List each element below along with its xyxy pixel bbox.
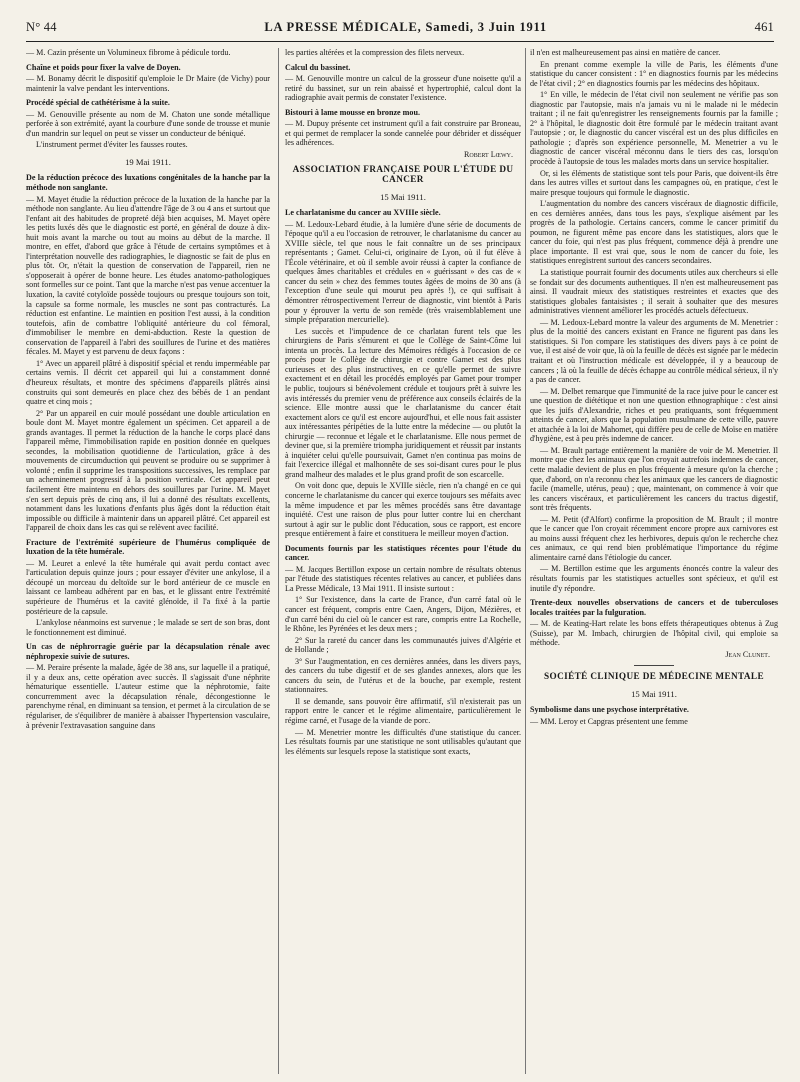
section-heading: Bistouri à lame mousse en bronze mou. (285, 107, 420, 117)
paragraph: — M. Petit (d'Alfort) confirme la proposition de M. Brault ; il montre que le cancer que l'on croyait récemment encore propre aux carnivores est au moins aussi fréquent chez les herbivores, depuis qu'on le recherche chez ces animaux, ce qui rend bien problématique l'importance du régime alimentaire carné dans l'étiologie du cancer. (530, 514, 778, 562)
section-heading: Un cas de néphrorragie guérie par la décapsulation rénale avec néphropexie suivie de sutures. (26, 642, 270, 661)
paragraph: 2° Sur la rareté du cancer dans les communautés juives d'Algérie et de Hollande ; (285, 635, 521, 655)
paragraph: 3° Sur l'augmentation, en ces dernières années, dans les divers pays, des cancers du tube digestif et de ses glandes annexes, alors que les cancers du sein, de l'utérus et de la bouche, par exemple, restent stationnaires. (285, 656, 521, 695)
paragraph: — M. Ledoux-Lebard montre la valeur des arguments de M. Menetrier : plus de la moitié des cancers existant en France ne figurent pas dans les statistiques. Si l'on compare les statistiques des divers pays à ce point de vue, il est aisé de voir que, là où la feuille de décès est signée par le médecin traitant et où l'instruction médicale est développée, il y a beaucoup de cancers ; là où la feuille de décès échappe au contrôle médical sérieux, il n'y a pas de cancer. (530, 317, 778, 385)
section-heading: Trente-deux nouvelles observations de cancers et de tuberculoses locales traitées par la fulguration. (530, 598, 778, 617)
paragraph: L'instrument permet d'éviter les fausses routes. (36, 140, 188, 150)
paragraph: Or, si les éléments de statistique sont tels pour Paris, que doivent-ils être dans les autres villes et surtout dans les campagnes où, en pratique, c'est le maire presque toujours qui formule le diagnostic. (530, 168, 778, 197)
issue-number: N° 44 (26, 20, 57, 34)
paragraph: — M. Bonamy décrit le dispositif qu'emploie le Dr Maire (de Vichy) pour maintenir la valve pendant les interventions. (26, 74, 270, 93)
column-divider-1 (278, 48, 279, 1074)
paragraph: — M. Dupuy présente cet instrument qu'il a fait construire par Broneau, et qui permet de remplacer la sonde cannelée pour débrider et disséquer les adhérences. (285, 119, 521, 148)
paragraph: — M. Bertillon estime que les arguments énoncés contre la valeur des résultats fournis par les statistiques actuelles sont spécieux, et qu'il est inutile d'y répondre. (530, 564, 778, 593)
paragraph: L'augmentation du nombre des cancers viscéraux de diagnostic difficile, en ces dernières années, dans tous les pays, s'explique aisément par les progrès de la pathologie. Certains cancers, comme le cancer primitif du poumon, ne figurent même pas encore dans les statistiques, alors que le cancer du foie, qui n'est pas plus fréquent, commence déjà à prendre une place importante. Il est vrai que, sous le nom de cancer du foie, les statistiques enregistrent surtout des cancers secondaires. (530, 199, 778, 266)
paragraph: — M. Ledoux-Lebard étudie, à la lumière d'une série de documents de l'époque qu'il a eu l'occasion de retrouver, le charlatanisme du cancer au XVIIIe siècle, tel que nous le fait connaître un de ses principaux représentants ; Gamet. Celui-ci, originaire de Lyon, où il fut élève à l'École vétérinaire, et où il semble avoir réussi à capter la confiance de quelques âmes charitables et crédules en « guérissant » des cas de « cancer du sein » chez des femmes toutes âgées de moins de 30 ans (à l'exception d'une seule qui mourut peu après !), ce qui suffisait à démontrer rétrospectivement l'erreur de diagnostic, vint bientôt à Paris pour y éprouver la vertu de son remède (très vraisemblablement une simple préparation mercurielle). (285, 219, 521, 325)
section-heading: Le charlatanisme du cancer au XVIIIe siècle. (285, 208, 441, 218)
separator-rule (634, 665, 674, 666)
paragraph: 1° Avec un appareil plâtré à dispositif spécial et rendu imperméable par certains vernis. Il décrit cet appareil qui lui a constamment donné d'heureux résultats, et montre des spécimens d'appareils plâtrés ainsi construits qui sont demeurés en place chez des bébés de 1 an pendant quatre et cinq mois ; (26, 358, 270, 407)
paragraph: L'ankylose néanmoins est survenue ; le malade se sert de son bras, dont le fonctionnement est diminué. (26, 618, 270, 637)
paragraph: — M. Leuret a enlevé la tête humérale qui avait perdu contact avec l'articulation depuis quinze jours ; pour essayer d'éviter une ankylose, il a découpé un morceau du deltoïde sur le bord antérieur de ce muscle en laissant ce lambeau adhérent par en bas, et le glissant entre l'extrémité supérieure de l'humérus et la cavité glénoïde, il l'a fixé à la partie postérieure de la capsule. (26, 558, 270, 616)
paragraph: — MM. Leroy et Capgras présentent une femme (530, 717, 688, 726)
paragraph: — M. Menetrier montre les difficultés d'une statistique du cancer. Les résultats fournis par une statistique ne sont utilisables qu'autant que les éléments sur lesquels repose la statistique sont exacts, (285, 727, 521, 756)
paragraph: Il se demande, sans pouvoir être affirmatif, s'il n'existerait pas un rapport entre le cancer et le régime alimentaire, particulièrement le régime carné, et l'usage de la viande de porc. (285, 696, 521, 725)
paragraph: En prenant comme exemple la ville de Paris, les éléments d'une statistique du cancer consistent : 1° en diagnostics fournis par les médecins de l'état civil ; 2° en diagnostics fournis par les médecins des hôpitaux. (530, 59, 778, 88)
section-heading: Symbolisme dans une psychose interprétative. (530, 705, 689, 715)
page-number: 461 (754, 20, 774, 34)
section-heading: Documents fournis par les statistiques récentes pour l'étude du cancer. (285, 543, 521, 563)
paragraph: — M. Cazin présente un Volumineux fibrome à pédicule tordu. (26, 48, 231, 57)
column-divider-2 (525, 48, 526, 1074)
session-date: 15 Mai 1911. (380, 191, 426, 202)
paragraph: 2° Par un appareil en cuir moulé possédant une double articulation en boule dont M. Mayet montre également un spécimen. Cet appareil a de grands avantages. Il permet la réduction de la hanche le corps placé dans l'appareil même, l'immobilisation rapide en position donnée en quelques secondes, la mobilisation quotidienne de l'articulation, grâce à des mouvements de circumduction qui peuvent se produire ou se supprimer à volonté ; enfin il supprime les transpositions successives, les remplace par un acheminement progressif à la position verticale. Cet appareil peut facilement être maintenu en dehors des souillures par l'urine. M. Mayet s'en sert depuis près de cinq ans, il lui a donné des résultats excellents, notamment dans les luxations d'enfants plus âgés dont la réduction était impossible ou difficile à maintenir dans un appareil plâtré. Cet appareil est l'appareil de choix dans les cas qui se relèvent avec facilité. (26, 408, 270, 533)
paragraph: 1° En ville, le médecin de l'état civil non seulement ne vérifie pas son diagnostic par l'autopsie, mais n'a jamais vu ni le malade ni le médecin traitant ; il ne fait qu'enregistrer les renseignements fournis par la famille ; 2° à l'hôpital, le diagnostic doit être formulé par le médecin traitant avant l'autopsie ; or, le diagnostic du cancer viscéral est un des plus difficiles en pathologie ; d'après son expérience personnelle, M. Menetrier a vu le diagnostic de cancer viscéral méconnu dans le tiers des cas, lorsqu'on procède à l'autopsie de tous les malades morts dans un service hospitalier. (530, 90, 778, 167)
paragraph: — M. Brault partage entièrement la manière de voir de M. Menetrier. Il montre que chez les animaux que l'on croyait autrefois indemnes de cancer, cette maladie devient de plus en plus fréquente à mesure qu'on la cherche ; que, d'abord, on n'a reconnu chez les animaux que les cancers de diagnostic facile (mamelle, utérus, peau) ; que, maintenant, on commence à voir que les cancers viscéraux, et particulièrement les cancers du tractus digestif, sont très fréquents. (530, 445, 778, 513)
paragraph: 1° Sur l'existence, dans la carte de France, d'un carré fatal où le cancer est fréquent, compris entre Caen, Angers, Dijon, Mézières, et d'un carré béni du ciel où le cancer est rare, compris entre La Rochelle, le Rhône, les Pyrénées et les deux mers ; (285, 595, 521, 634)
session-date: 19 Mai 1911. (125, 156, 171, 167)
section-heading: Fracture de l'extrémité supérieure de l'humérus compliquée de luxation de la tête humérale. (26, 537, 270, 557)
paragraph: — M. Delbet remarque que l'immunité de la race juive pour le cancer est une question de diététique et non une question ethnographique : c'est ainsi que les juifs d'Alexandrie, riches et peu pratiquants, sont fréquemment atteints de cancer, alors que la population musulmane de cette ville, pauvre et attachée à la loi de Mahomet, qui diffère peu de celle de Moïse en matière d'hygiène, est à peu près indemne de cancer. (530, 386, 778, 444)
journal-title: LA PRESSE MÉDICALE, Samedi, 3 Juin 1911 (264, 20, 547, 34)
signature: Jean Clunet. (725, 649, 770, 659)
paragraph: il n'en est malheureusement pas ainsi en matière de cancer. (530, 48, 721, 57)
paragraph: — M. Jacques Bertillon expose un certain nombre de résultats obtenus par l'étude des statistiques récentes relatives au cancer, et publiées dans La Presse Médicale, 13 Mai 1911. Il insiste surtout : (285, 564, 521, 593)
section-heading: Calcul du bassinet. (285, 62, 351, 72)
section-heading: Chaîne et poids pour fixer la valve de Doyen. (26, 62, 181, 72)
section-heading: De la réduction précoce des luxations congénitales de la hanche par la méthode non sanglante. (26, 173, 270, 193)
column-1 (26, 48, 270, 1074)
signature: Robert Lœwy. (463, 149, 513, 159)
paragraph: La statistique pourrait fournir des documents utiles aux chercheurs si elle se fondait sur des documents authentiques. Il n'en est malheureusement pas ainsi. Il vaudrait mieux des statistiques restreintes et exactes que des statistiques globales fantaisistes ; il serait à souhaiter que des mesures administratives viennent améliorer les procédés actuels défectueux. (530, 268, 778, 316)
page-header (26, 20, 774, 38)
paragraph: Les succès et l'impudence de ce charlatan furent tels que les chirurgiens de Paris s'émurent et que le Collège de Saint-Côme lui intenta un procès. La lecture des Mémoires rédigés à l'occasion de ce procès pour le Collège de chirurgie et contre Gamet est des plus curieuses et des plus instructives, en ce qu'elle permet de suivre exactement et en détail les procédés employés par Gamet pour tromper le public, toujours si bénévolement crédule et toujours prêt à suivre les avis intéressés du premier venu de préférence aux conseils éclairés de la science. Elle montre aussi que le charlatanisme du cancer était exactement alors ce qu'il est encore aujourd'hui, et elle nous fait assister aux intéressantes péripéties de la lutte entre la médecine — ou plutôt la chirurgie — reconnue et légale et le charlatanisme. Elle nous permet de deviner que, si la première triompha juridiquement et réussit par instants à inquiéter celui qu'elle poursuivait, Gamet n'en continua pas moins de fait l'exercice illégal et malhonnête de ses soi-disant cures pour le plus grand malheur des malades et le plus grand profit de son escarcelle. (285, 326, 521, 479)
paragraph: On voit donc que, depuis le XVIIIe siècle, rien n'a changé en ce qui concerne le charlatanisme du cancer qui exerce toujours ses méfaits avec la même impudence et par les mêmes procédés sans être davantage inquiété. C'est une raison de plus pour lutter contre lui en cherchant surtout à agir sur le public dont l'éducation, sous ce rapport, est encore presque entièrement à faire et constituera le meilleur moyen d'action. (285, 481, 521, 539)
paragraph: — M. Genouville présente au nom de M. Chaton une sonde métallique perforée à son extrémité, ayant la courbure d'une sonde de trousse et munie d'un mandrin sur lequel on peut se visser un conducteur de béniqué. (26, 109, 270, 138)
section-heading: Procédé spécial de cathétérisme à la suite. (26, 98, 170, 108)
column-2 (285, 48, 521, 1074)
header-rule (26, 41, 774, 42)
session-date: 15 Mai 1911. (631, 688, 677, 699)
society-heading: ASSOCIATION FRANÇAISE POUR L'ÉTUDE DU CANCER (292, 164, 514, 185)
society-heading: SOCIÉTÉ CLINIQUE DE MÉDECINE MENTALE (544, 671, 764, 682)
paragraph: — M. de Keating-Hart relate les bons effets thérapeutiques obtenus à Zug (Suisse), par M. Imbach, chirurgien de l'hôpital civil, qui emploie sa méthode. (530, 619, 778, 648)
paragraph: les parties altérées et la compression des filets nerveux. (285, 48, 465, 57)
paragraph: — M. Mayet étudie la réduction précoce de la luxation de la hanche par la méthode non sanglante. Au lieu d'attendre l'âge de 3 ou 4 ans et surtout que l'enfant ait des habitudes de propreté déjà bien acquises, M. Mayet opère les petits luxés dès que le diagnostic est porté, en général de douze à dix-huit mois avant la marche ou tout au moins au début de la marche. Il montre, en effet, d'abord que grâce à l'étude de certains symptômes et à l'interprétation nouvelle des radiographies, le diagnostic se fait de plus en plus tôt. Or, n'était la question de conservation de l'appareil, rien ne s'opposerait à opérer de bonne heure. Les études anatomo-pathologiques sont formelles sur ce point. Tant que la marche n'est pas venue accentuer la luxation, la cavité cotyloïde possède toujours ou presque toujours son toit, la capsule sa forme normale, les muscles ne sont pas contracturés. La réduction est enfantine. Le maintien en position l'est aussi, à la condition toutefois, afin de combattre l'obliquité antérieure du col fémoral, d'immobiliser le membre en demi-abduction. Reste la question de conservation de l'appareil à l'abri des souillures de l'urine et des matières fécales. M. Mayet y est parvenu de deux façons : (26, 194, 270, 357)
column-3 (530, 48, 778, 1074)
paragraph: — M. Genouville montre un calcul de la grosseur d'une noisette qu'il a retiré du bassinet, sur un rein abaissé et hypertrophié, calcul dont la radiographie avait permis de constater l'existence. (285, 74, 521, 103)
paragraph: — M. Peraire présente la malade, âgée de 38 ans, sur laquelle il a pratiqué, il y a deux ans, cette opération avec succès. Il s'agissait d'une néphrite hématurique essentielle. L'auteur estime que la néphrotomie, faite concurremment avec la décapsulation rénale, décongestionne le parenchyme rénal, en diminuant sa tension, et permet à la circulation de se régulariser, de s'équilibrer de manière à abaisser l'hypertension vasculaire, à prévenir l'extravasation sanguine dans (26, 663, 270, 730)
